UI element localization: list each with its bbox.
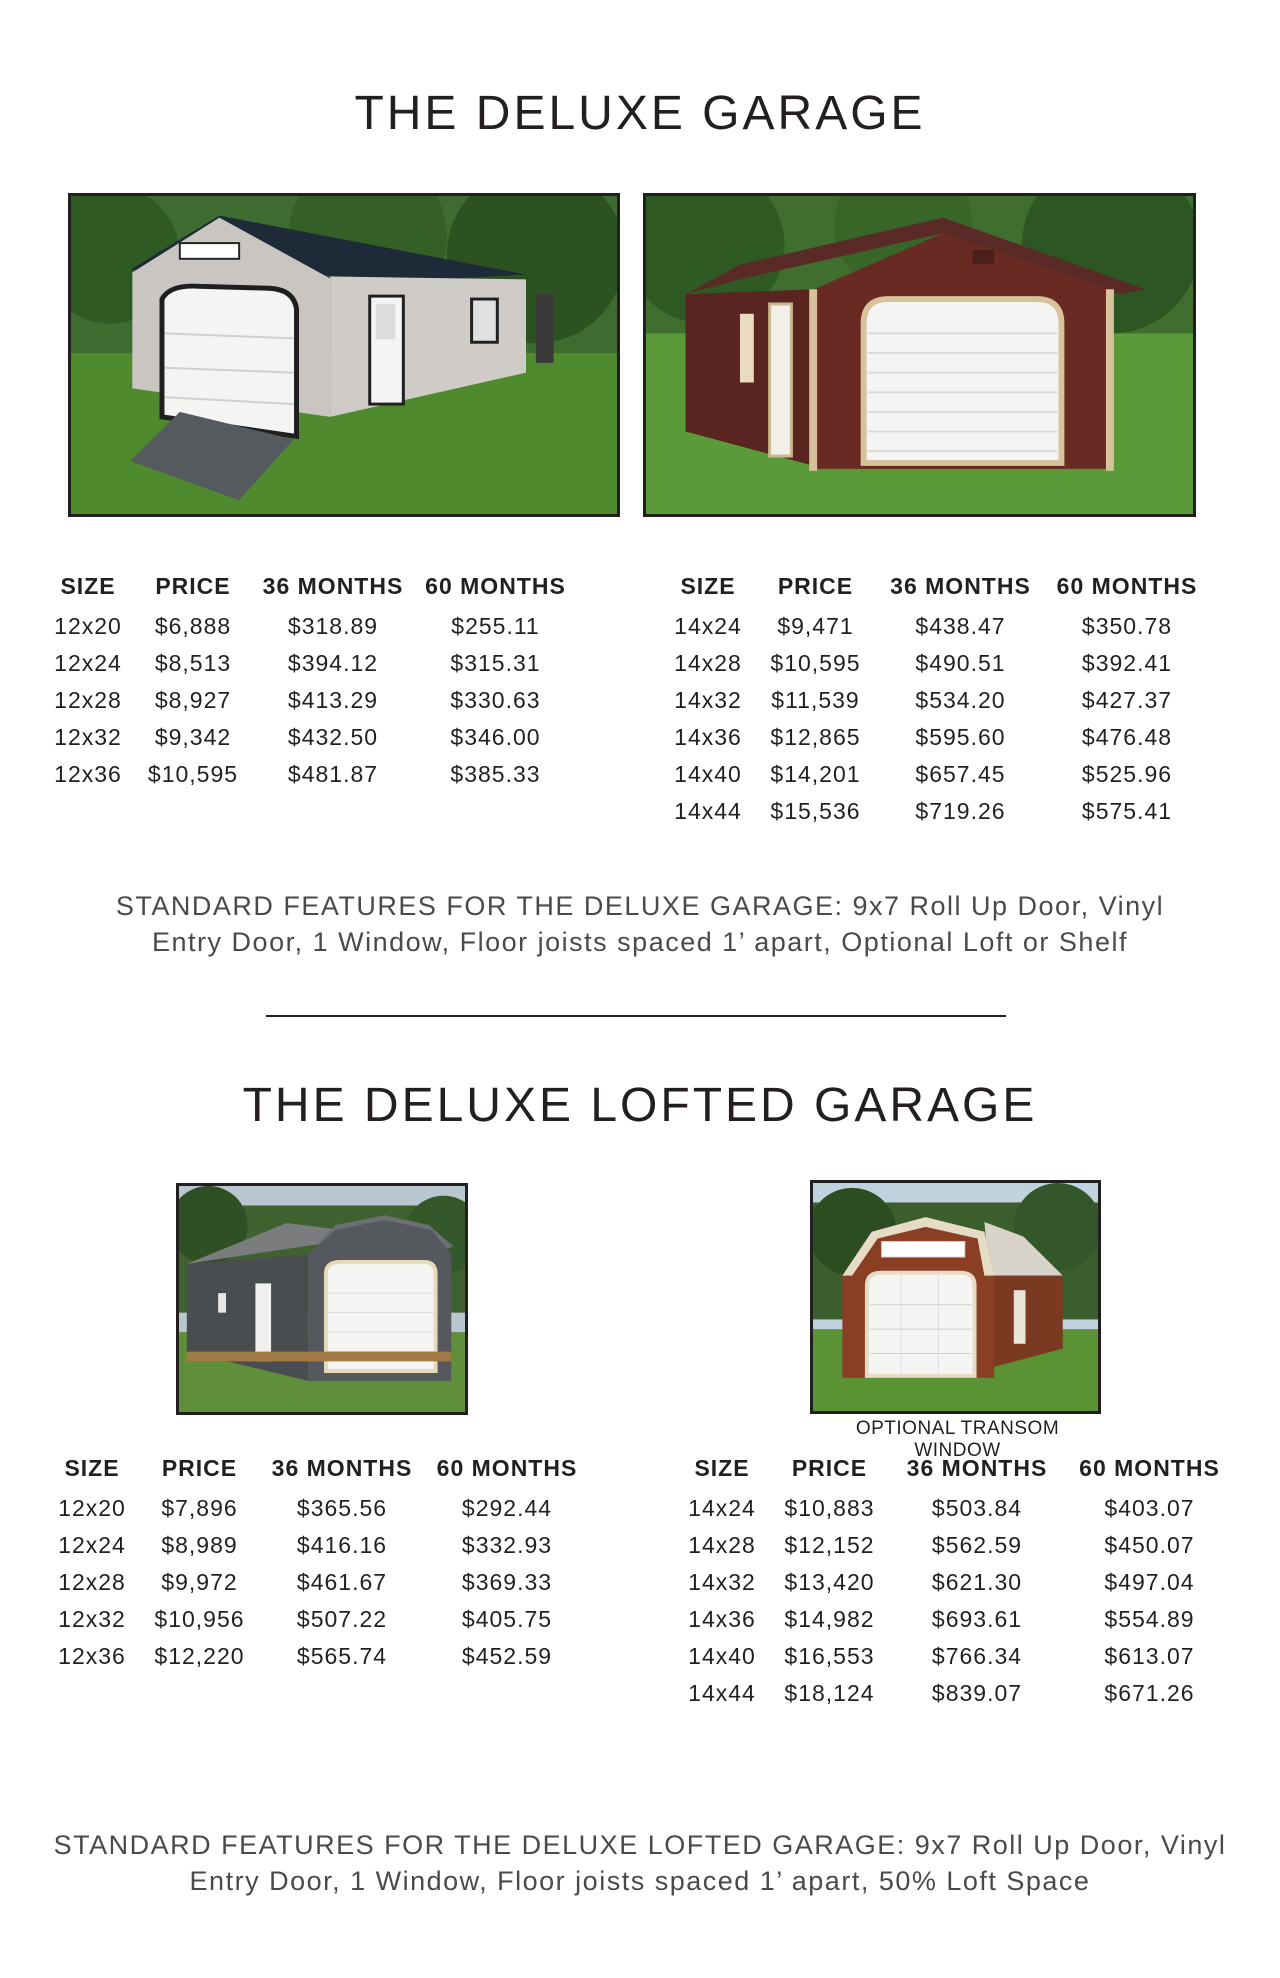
payment-60-months-cell: $575.41 [1081, 798, 1173, 824]
section-divider [266, 1015, 1006, 1017]
payment-60-months-cell: $330.63 [450, 687, 541, 713]
size-cell: 12x20 [54, 613, 122, 639]
payment-60-months-cell: $450.07 [1104, 1532, 1195, 1558]
table-row [668, 793, 1216, 830]
price-cell: $6,888 [154, 613, 232, 639]
payment-36-months-cell: $657.45 [915, 761, 1006, 787]
lofted-garage-features [0, 1827, 1280, 1899]
table-row [682, 1601, 1242, 1638]
price-cell: $16,553 [784, 1643, 875, 1669]
payment-36-months-cell: $565.74 [296, 1643, 388, 1669]
size-cell: 14x44 [674, 798, 742, 824]
features-line-1: STANDARD FEATURES FOR THE DELUXE GARAGE: 9x7 Roll Up Door, Vinyl [115, 891, 1165, 921]
size-cell: 12x36 [58, 1643, 126, 1669]
table-row [682, 1564, 1242, 1601]
price-cell: $8,927 [154, 687, 232, 713]
payment-36-months-cell: $416.16 [296, 1532, 388, 1558]
price-cell: $10,595 [770, 650, 861, 676]
deluxe-garage-price-table-14ft [668, 573, 1216, 830]
size-cell: 14x36 [688, 1606, 756, 1632]
payment-60-months-cell: $350.78 [1081, 613, 1173, 639]
size-cell: 12x32 [54, 724, 122, 750]
payment-36-months-cell: $839.07 [931, 1680, 1023, 1706]
payment-36-months-cell: $562.59 [931, 1532, 1023, 1558]
payment-60-months-cell: $332.93 [461, 1532, 553, 1558]
table-row [668, 756, 1216, 793]
header-size: SIZE [680, 573, 736, 599]
size-cell: 14x36 [674, 724, 742, 750]
header-size: SIZE [64, 1455, 120, 1481]
deluxe-garage-price-table-12ft [48, 573, 583, 793]
header-size: SIZE [694, 1455, 750, 1481]
header-36-months: 36 MONTHS [890, 573, 1031, 599]
payment-60-months-cell: $255.11 [451, 613, 540, 639]
payment-36-months-cell: $766.34 [931, 1643, 1023, 1669]
table-row [48, 645, 583, 682]
table-row [682, 1490, 1242, 1527]
table-row [668, 608, 1216, 645]
size-cell: 14x24 [674, 613, 742, 639]
price-cell: $18,124 [784, 1680, 875, 1706]
price-cell: $11,539 [771, 687, 860, 713]
lofted-garage-photo-gray [176, 1183, 468, 1415]
features-line-1: STANDARD FEATURES FOR THE DELUXE LOFTED GARAGE: 9x7 Roll Up Door, Vinyl [53, 1830, 1227, 1860]
size-cell: 14x40 [674, 761, 742, 787]
header-36-months: 36 MONTHS [262, 573, 404, 599]
deluxe-lofted-garage-title: THE DELUXE LOFTED GARAGE [242, 1079, 1038, 1132]
features-line-2: Entry Door, 1 Window, Floor joists spaced 1’ apart, 50% Loft Space [189, 1866, 1091, 1896]
payment-36-months-cell: $595.60 [915, 724, 1006, 750]
size-cell: 12x36 [54, 761, 122, 787]
payment-60-months-cell: $427.37 [1081, 687, 1173, 713]
payment-60-months-cell: $554.89 [1104, 1606, 1195, 1632]
payment-60-months-cell: $385.33 [450, 761, 541, 787]
size-cell: 14x28 [674, 650, 742, 676]
header-price: PRICE [155, 573, 231, 599]
payment-60-months-cell: $292.44 [461, 1495, 553, 1521]
price-cell: $7,896 [161, 1495, 238, 1521]
payment-36-months-cell: $365.56 [296, 1495, 388, 1521]
payment-60-months-cell: $315.31 [450, 650, 541, 676]
payment-60-months-cell: $403.07 [1104, 1495, 1195, 1521]
price-cell: $12,152 [784, 1532, 875, 1558]
payment-36-months-cell: $534.20 [915, 687, 1006, 713]
payment-36-months-cell: $693.61 [931, 1606, 1023, 1632]
size-cell: 12x24 [58, 1532, 126, 1558]
price-cell: $10,595 [147, 761, 239, 787]
price-cell: $15,536 [770, 798, 861, 824]
payment-36-months-cell: $394.12 [287, 650, 379, 676]
features-line-2: Entry Door, 1 Window, Floor joists spaced 1’ apart, Optional Loft or Shelf [152, 927, 1128, 957]
table-row [682, 1638, 1242, 1675]
payment-36-months-cell: $490.51 [915, 650, 1006, 676]
price-cell: $9,972 [161, 1569, 238, 1595]
table-row [668, 645, 1216, 682]
payment-60-months-cell: $525.96 [1081, 761, 1173, 787]
table-row [48, 719, 583, 756]
size-cell: 14x32 [688, 1569, 756, 1595]
transom-window-caption: OPTIONAL TRANSOM WINDOW [855, 1418, 1060, 1461]
price-cell: $10,883 [784, 1495, 875, 1521]
size-cell: 12x20 [58, 1495, 126, 1521]
payment-36-months-cell: $621.30 [931, 1569, 1023, 1595]
payment-60-months-cell: $369.33 [461, 1569, 553, 1595]
payment-36-months-cell: $719.26 [915, 798, 1006, 824]
size-cell: 14x32 [674, 687, 742, 713]
payment-36-months-cell: $507.22 [296, 1606, 388, 1632]
header-price: PRICE [777, 573, 854, 599]
payment-60-months-cell: $671.26 [1104, 1680, 1195, 1706]
header-36-months: 36 MONTHS [271, 1455, 413, 1481]
size-cell: 14x44 [688, 1680, 756, 1706]
payment-60-months-cell: $346.00 [450, 724, 541, 750]
size-cell: 12x28 [54, 687, 122, 713]
table-row [52, 1527, 597, 1564]
size-cell: 14x24 [688, 1495, 756, 1521]
price-cell: $8,513 [154, 650, 232, 676]
price-cell: $14,201 [770, 761, 861, 787]
table-row [682, 1527, 1242, 1564]
payment-60-months-cell: $452.59 [461, 1643, 553, 1669]
table-row [52, 1564, 597, 1601]
price-cell: $8,989 [161, 1532, 238, 1558]
payment-36-months-cell: $438.47 [915, 613, 1006, 639]
price-cell: $12,865 [770, 724, 861, 750]
price-cell: $9,342 [154, 724, 232, 750]
price-cell: $12,220 [154, 1643, 245, 1669]
payment-60-months-cell: $613.07 [1104, 1643, 1195, 1669]
header-60-months: 60 MONTHS [1079, 1455, 1220, 1481]
table-row [52, 1638, 597, 1675]
header-60-months: 60 MONTHS [1056, 573, 1198, 599]
header-size: SIZE [60, 573, 116, 599]
header-60-months: 60 MONTHS [436, 1455, 578, 1481]
payment-36-months-cell: $318.89 [287, 613, 379, 639]
price-cell: $10,956 [154, 1606, 245, 1632]
price-cell: $14,982 [784, 1606, 875, 1632]
header-36-months: 36 MONTHS [906, 1455, 1048, 1481]
payment-36-months-cell: $503.84 [931, 1495, 1023, 1521]
lofted-garage-price-table-14ft [682, 1455, 1242, 1712]
deluxe-garage-photo-gray [68, 193, 620, 517]
lofted-garage-price-table-12ft [52, 1455, 597, 1675]
table-row [52, 1490, 597, 1527]
payment-36-months-cell: $461.67 [296, 1569, 388, 1595]
price-cell: $9,471 [777, 613, 854, 639]
price-cell: $13,420 [784, 1569, 875, 1595]
header-price: PRICE [161, 1455, 238, 1481]
size-cell: 12x24 [54, 650, 122, 676]
size-cell: 14x40 [688, 1643, 756, 1669]
table-row [52, 1601, 597, 1638]
table-row [48, 608, 583, 645]
payment-60-months-cell: $497.04 [1104, 1569, 1195, 1595]
lofted-garage-photo-red-transom [810, 1180, 1101, 1414]
deluxe-garage-features [0, 888, 1280, 960]
payment-60-months-cell: $405.75 [461, 1606, 553, 1632]
payment-60-months-cell: $476.48 [1081, 724, 1173, 750]
payment-36-months-cell: $413.29 [287, 687, 379, 713]
header-60-months: 60 MONTHS [425, 573, 566, 599]
payment-60-months-cell: $392.41 [1081, 650, 1173, 676]
size-cell: 12x28 [58, 1569, 126, 1595]
deluxe-garage-photo-red [643, 193, 1196, 517]
table-row [48, 756, 583, 793]
table-row [48, 682, 583, 719]
table-row [682, 1675, 1242, 1712]
payment-36-months-cell: $432.50 [287, 724, 379, 750]
size-cell: 14x28 [688, 1532, 756, 1558]
payment-36-months-cell: $481.87 [287, 761, 379, 787]
table-row [668, 719, 1216, 756]
table-row [668, 682, 1216, 719]
header-price: PRICE [791, 1455, 868, 1481]
size-cell: 12x32 [58, 1606, 126, 1632]
deluxe-garage-title: THE DELUXE GARAGE [354, 87, 926, 140]
